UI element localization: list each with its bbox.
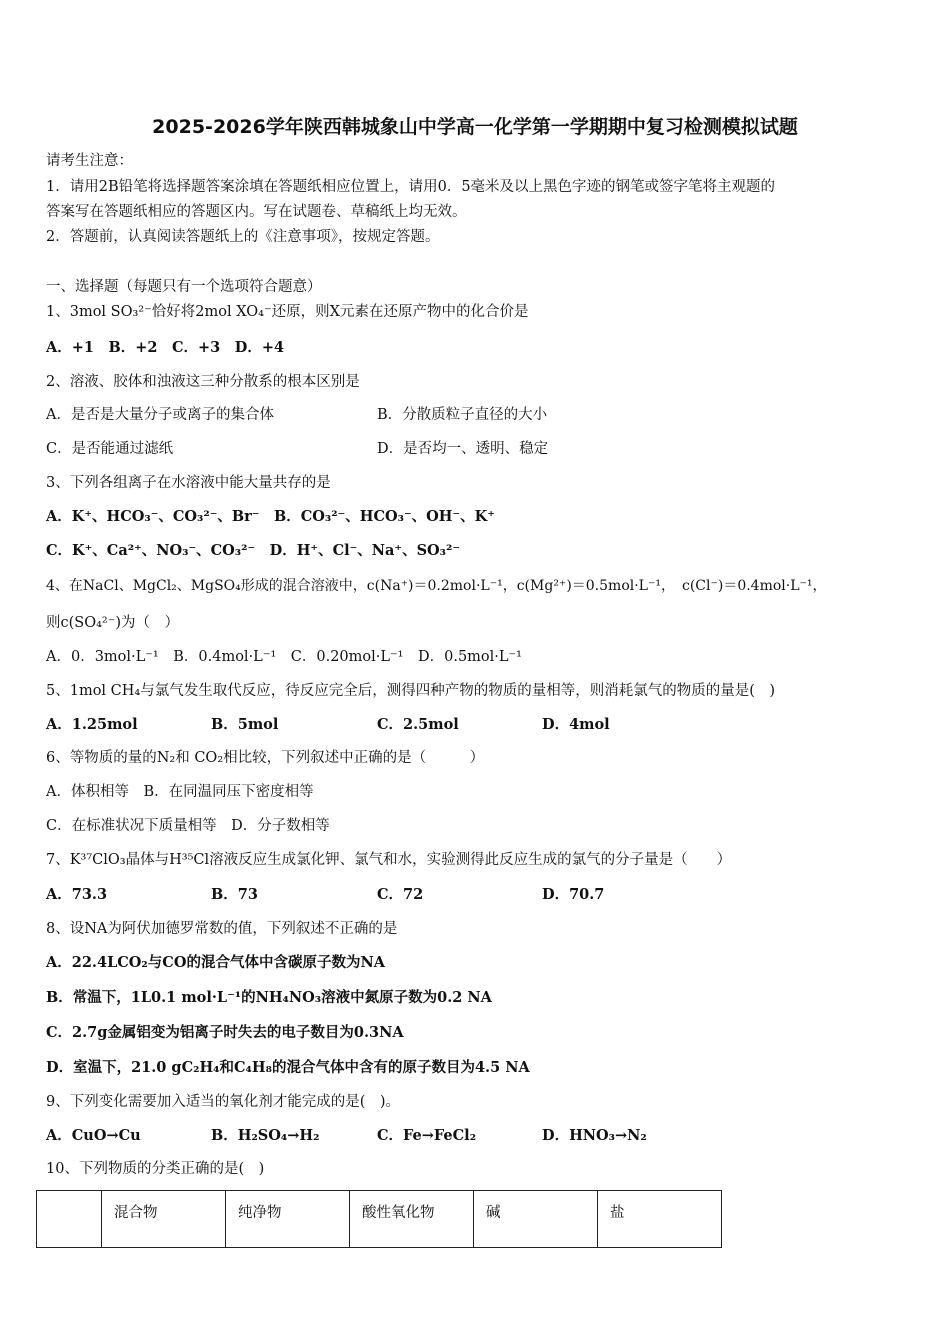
option: D．HNO₃→N₂ <box>542 1127 647 1144</box>
options-row: C．在标准状况下质量相等 D．分子数相等 <box>46 818 330 834</box>
option: A．是否是大量分子或离子的集合体 <box>46 407 274 423</box>
options-row: A．体积相等 B．在同温同压下密度相等 <box>46 784 314 800</box>
section-heading: 一、选择题（每题只有一个选项符合题意） <box>46 279 322 295</box>
option: C．2.5mol <box>377 716 459 733</box>
option: C．Fe→FeCl₂ <box>377 1127 477 1144</box>
table-header-cell: 碱 <box>474 1191 598 1248</box>
question-stem: 10、下列物质的分类正确的是( ) <box>46 1161 265 1177</box>
table-header-cell <box>37 1191 102 1248</box>
option: B．分散质粒子直径的大小 <box>377 407 548 423</box>
option: C．2.7g金属铝变为铝离子时失去的电子数目为0.3NA <box>46 1024 404 1041</box>
notice-line: 答案写在答题纸相应的答题区内。写在试题卷、草稿纸上均无效。 <box>46 204 467 220</box>
table-header-row <box>37 1191 722 1248</box>
table-header-cell: 纯净物 <box>226 1191 350 1248</box>
option: A．1.25mol <box>46 716 138 733</box>
options-row: A．K⁺、HCO₃⁻、CO₃²⁻、Br⁻ B．CO₃²⁻、HCO₃⁻、OH⁻、K⁺ <box>46 508 495 525</box>
question-stem: 8、设NA为阿伏加德罗常数的值，下列叙述不正确的是 <box>46 921 398 937</box>
options-row: A．0．3mol·L⁻¹ B．0.4mol·L⁻¹ C．0.20mol·L⁻¹ D．0.5mol·L⁻¹ <box>46 649 522 665</box>
question-stem: 3、下列各组离子在水溶液中能大量共存的是 <box>46 475 331 491</box>
option: D．室温下，21.0 gC₂H₄和C₄H₈的混合气体中含有的原子数目为4.5 NA <box>46 1059 530 1076</box>
option: C．72 <box>377 886 424 903</box>
table-header-cell: 混合物 <box>102 1191 226 1248</box>
question-stem: 7、K³⁷ClO₃晶体与H³⁵Cl溶液反应生成氯化钾、氯气和水，实验测得此反应生成的氯气的分子量是（ ） <box>46 852 732 868</box>
option: B．73 <box>211 886 258 903</box>
question-stem: 1、3mol SO₃²⁻恰好将2mol XO₄⁻还原，则X元素在还原产物中的化合价是 <box>46 304 529 320</box>
option: D．4mol <box>542 716 610 733</box>
option: A．CuO→Cu <box>46 1127 141 1144</box>
option: A．73.3 <box>46 886 108 903</box>
notice-heading: 请考生注意： <box>46 153 133 169</box>
option: B．常温下，1L0.1 mol·L⁻¹的NH₄NO₃溶液中氮原子数为0.2 NA <box>46 989 492 1006</box>
options-row: C．K⁺、Ca²⁺、NO₃⁻、CO₃²⁻ D．H⁺、Cl⁻、Na⁺、SO₃²⁻ <box>46 542 461 559</box>
question-stem: 9、下列变化需要加入适当的氧化剂才能完成的是( )。 <box>46 1094 401 1110</box>
question-stem: 5、1mol CH₄与氯气发生取代反应，待反应完全后，测得四种产物的物质的量相等，则消耗氯气的物质的量是( ) <box>46 683 776 699</box>
table-header-cell: 盐 <box>598 1191 722 1248</box>
question-stem: 6、等物质的量的N₂和 CO₂相比较，下列叙述中正确的是（ ） <box>46 750 485 766</box>
option: D．是否均一、透明、稳定 <box>377 441 549 457</box>
option: B．H₂SO₄→H₂ <box>211 1127 320 1144</box>
notice-line: 2．答题前，认真阅读答题纸上的《注意事项》，按规定答题。 <box>46 229 440 245</box>
classification-table <box>36 1190 722 1248</box>
question-stem: 则c(SO₄²⁻)为（ ） <box>46 615 180 631</box>
question-stem: 2、溶液、胶体和浊液这三种分散系的根本区别是 <box>46 374 360 390</box>
option: C．是否能通过滤纸 <box>46 441 174 457</box>
option: B．5mol <box>211 716 279 733</box>
options-row: A．+1 B．+2 C．+3 D．+4 <box>46 339 285 356</box>
option: A．22.4LCO₂与CO的混合气体中含碳原子数为NA <box>46 954 385 971</box>
page-title: 2025-2026学年陕西韩城象山中学高一化学第一学期期中复习检测模拟试题 <box>152 116 798 138</box>
option: D．70.7 <box>542 886 605 903</box>
notice-line: 1．请用2B铅笔将选择题答案涂填在答题纸相应位置上，请用0．5毫米及以上黑色字迹的钢笔或签字笔将主观题的 <box>46 179 776 195</box>
table-header-cell: 酸性氧化物 <box>350 1191 474 1248</box>
question-stem: 4、在NaCl、MgCl₂、MgSO₄形成的混合溶液中，c(Na⁺)＝0.2mol·L⁻¹，c(Mg²⁺)＝0.5mol·L⁻¹， c(Cl⁻)＝0.4mol·L⁻¹， <box>46 578 827 594</box>
